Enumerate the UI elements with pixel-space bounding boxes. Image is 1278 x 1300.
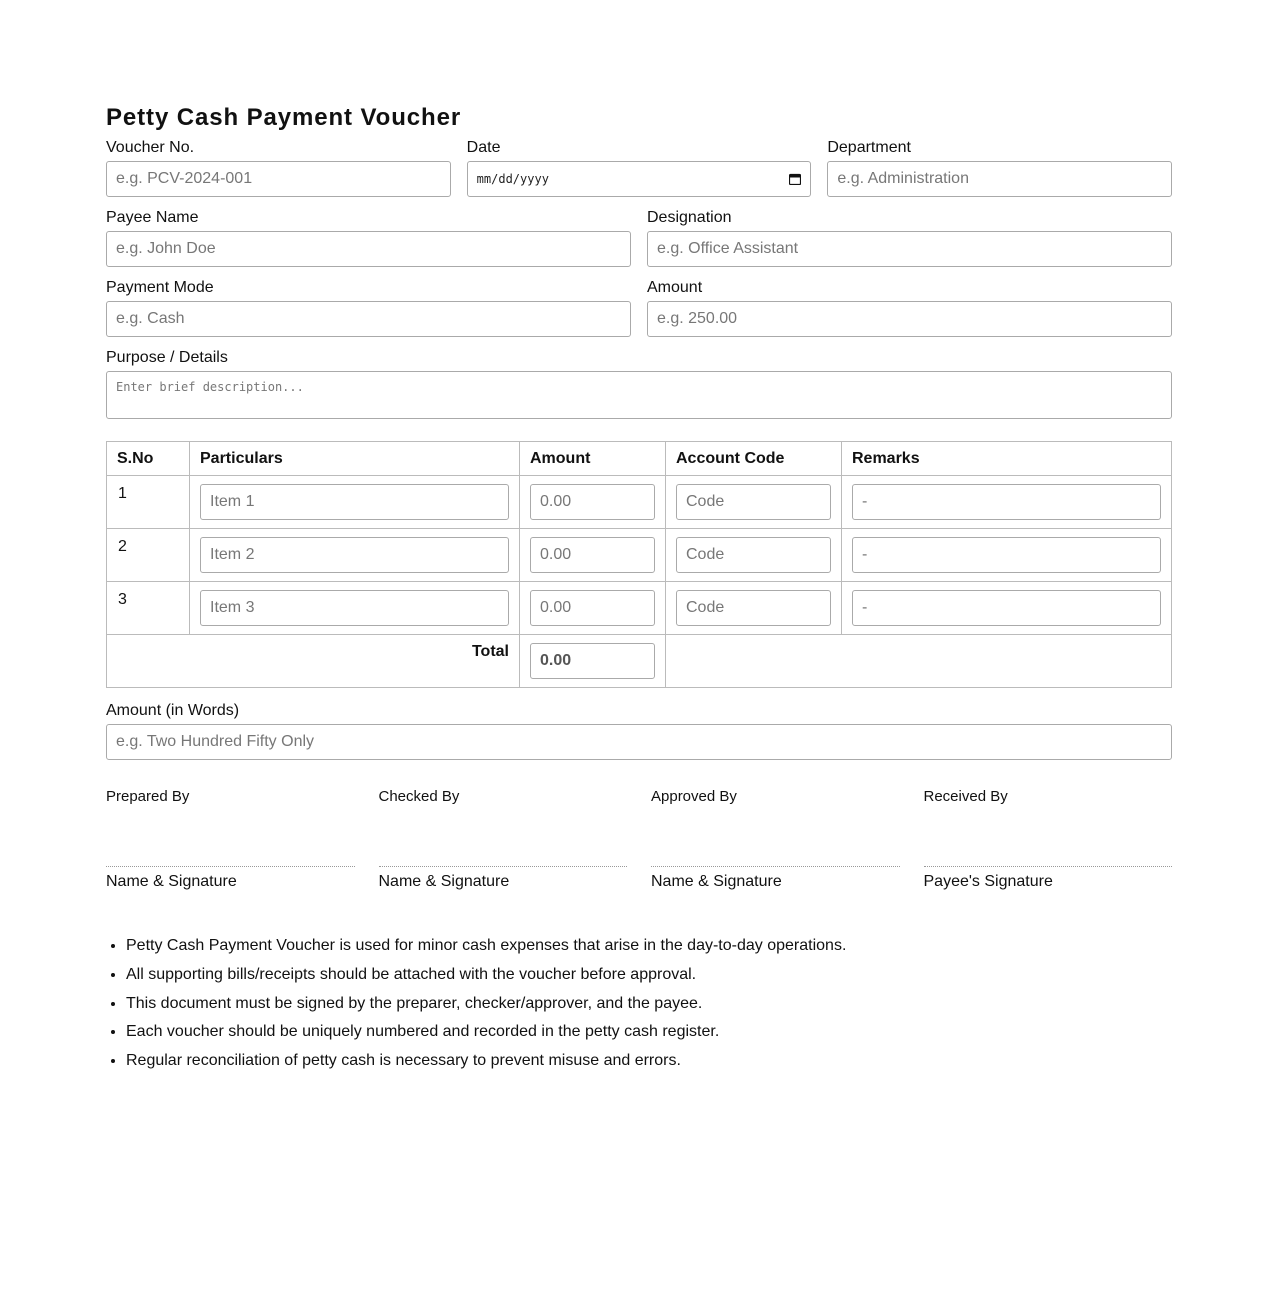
amount-cell (520, 476, 666, 529)
account-code-cell (666, 529, 842, 582)
payment-mode-field (106, 279, 631, 337)
row-payee-designation (106, 209, 1172, 267)
signature-approved-by (651, 788, 900, 891)
purpose-label: Purpose / Details (106, 349, 228, 366)
date-label: Date (466, 139, 501, 156)
row-amount-input[interactable] (530, 484, 655, 520)
designation-input[interactable] (647, 231, 1172, 267)
purpose-textarea[interactable] (106, 371, 1172, 419)
payment-mode-input[interactable] (106, 301, 631, 337)
signature-section (106, 788, 1172, 891)
purpose-field (106, 349, 1172, 419)
total-label: Total (107, 635, 520, 688)
signature-title: Checked By (378, 788, 460, 805)
payee-name-field (106, 209, 631, 267)
department-input[interactable] (827, 161, 1172, 197)
col-remarks-header: Remarks (842, 442, 1172, 476)
signature-title: Prepared By (106, 788, 190, 805)
date-input[interactable] (467, 161, 812, 197)
signature-title: Approved By (651, 788, 737, 805)
amount-words-input[interactable] (106, 724, 1172, 760)
remarks-input[interactable] (852, 537, 1161, 573)
total-row (107, 635, 1172, 688)
account-code-input[interactable] (676, 590, 831, 626)
signature-checked-by (379, 788, 628, 891)
row-amount-input[interactable] (530, 590, 655, 626)
voucher-no-input[interactable] (106, 161, 451, 197)
particulars-input[interactable] (200, 537, 509, 573)
date-field (467, 139, 812, 197)
remarks-cell (842, 582, 1172, 635)
voucher-no-label: Voucher No. (106, 139, 195, 156)
payment-mode-label: Payment Mode (106, 279, 214, 296)
table-row (107, 582, 1172, 635)
remarks-cell (842, 529, 1172, 582)
signature-line (106, 856, 355, 867)
remarks-input[interactable] (852, 484, 1161, 520)
account-code-cell (666, 582, 842, 635)
signature-line (379, 856, 628, 867)
amount-field (647, 279, 1172, 337)
col-sno-header: S.No (107, 442, 190, 476)
payee-name-input[interactable] (106, 231, 631, 267)
signature-line (651, 856, 900, 867)
signature-line (924, 856, 1173, 867)
particulars-input[interactable] (200, 590, 509, 626)
row-amount-input[interactable] (530, 537, 655, 573)
date-placeholder: mm/dd/yyyy (476, 172, 549, 186)
amount-words-label: Amount (in Words) (106, 702, 240, 719)
list-item: • All supporting bills/receipts should be attached with the voucher before approval. (126, 966, 1172, 984)
account-code-input[interactable] (676, 537, 831, 573)
table-row (107, 476, 1172, 529)
particulars-cell (190, 476, 520, 529)
signature-caption: Name & Signature (378, 873, 510, 890)
particulars-input[interactable] (200, 484, 509, 520)
items-table (106, 441, 1172, 688)
particulars-cell (190, 529, 520, 582)
department-label: Department (827, 139, 911, 156)
voucher-no-field (106, 139, 451, 197)
total-amount-input[interactable] (530, 643, 655, 679)
row-voucher-date-dept (106, 139, 1172, 197)
department-field (827, 139, 1172, 197)
signature-received-by (924, 788, 1173, 891)
list-item: • Petty Cash Payment Voucher is used for minor cash expenses that arise in the day-to-day operations. (126, 937, 1172, 955)
payee-name-label: Payee Name (106, 209, 199, 226)
amount-cell (520, 582, 666, 635)
account-code-cell (666, 476, 842, 529)
row-purpose (106, 349, 1172, 419)
total-amount-cell (520, 635, 666, 688)
amount-label: Amount (647, 279, 703, 296)
col-account-code-header: Account Code (666, 442, 842, 476)
row-sno: 2 (107, 529, 190, 582)
signature-caption: Name & Signature (651, 873, 782, 890)
table-row (107, 529, 1172, 582)
amount-cell (520, 529, 666, 582)
designation-field (647, 209, 1172, 267)
row-sno: 3 (107, 582, 190, 635)
calendar-icon[interactable] (789, 173, 801, 185)
col-amount-header: Amount (520, 442, 666, 476)
total-empty-cell (666, 635, 1172, 688)
signature-caption: Payee's Signature (923, 873, 1053, 890)
remarks-input[interactable] (852, 590, 1161, 626)
signature-caption: Name & Signature (106, 873, 237, 890)
signature-title: Received By (923, 788, 1008, 805)
designation-label: Designation (647, 209, 732, 226)
row-sno: 1 (107, 476, 190, 529)
notes-list (106, 937, 1172, 1070)
signature-prepared-by (106, 788, 355, 891)
table-header-row (107, 442, 1172, 476)
list-item: • Regular reconciliation of petty cash is necessary to prevent misuse and errors. (126, 1052, 1172, 1070)
remarks-cell (842, 476, 1172, 529)
list-item: • This document must be signed by the preparer, checker/approver, and the payee. (126, 995, 1172, 1013)
list-item: • Each voucher should be uniquely numbered and recorded in the petty cash register. (126, 1023, 1172, 1041)
page-title: Petty Cash Payment Voucher (106, 104, 462, 131)
amount-words-field (106, 702, 1172, 760)
amount-input[interactable] (647, 301, 1172, 337)
row-mode-amount (106, 279, 1172, 337)
account-code-input[interactable] (676, 484, 831, 520)
col-particulars-header: Particulars (190, 442, 520, 476)
row-amount-words (106, 702, 1172, 760)
particulars-cell (190, 582, 520, 635)
